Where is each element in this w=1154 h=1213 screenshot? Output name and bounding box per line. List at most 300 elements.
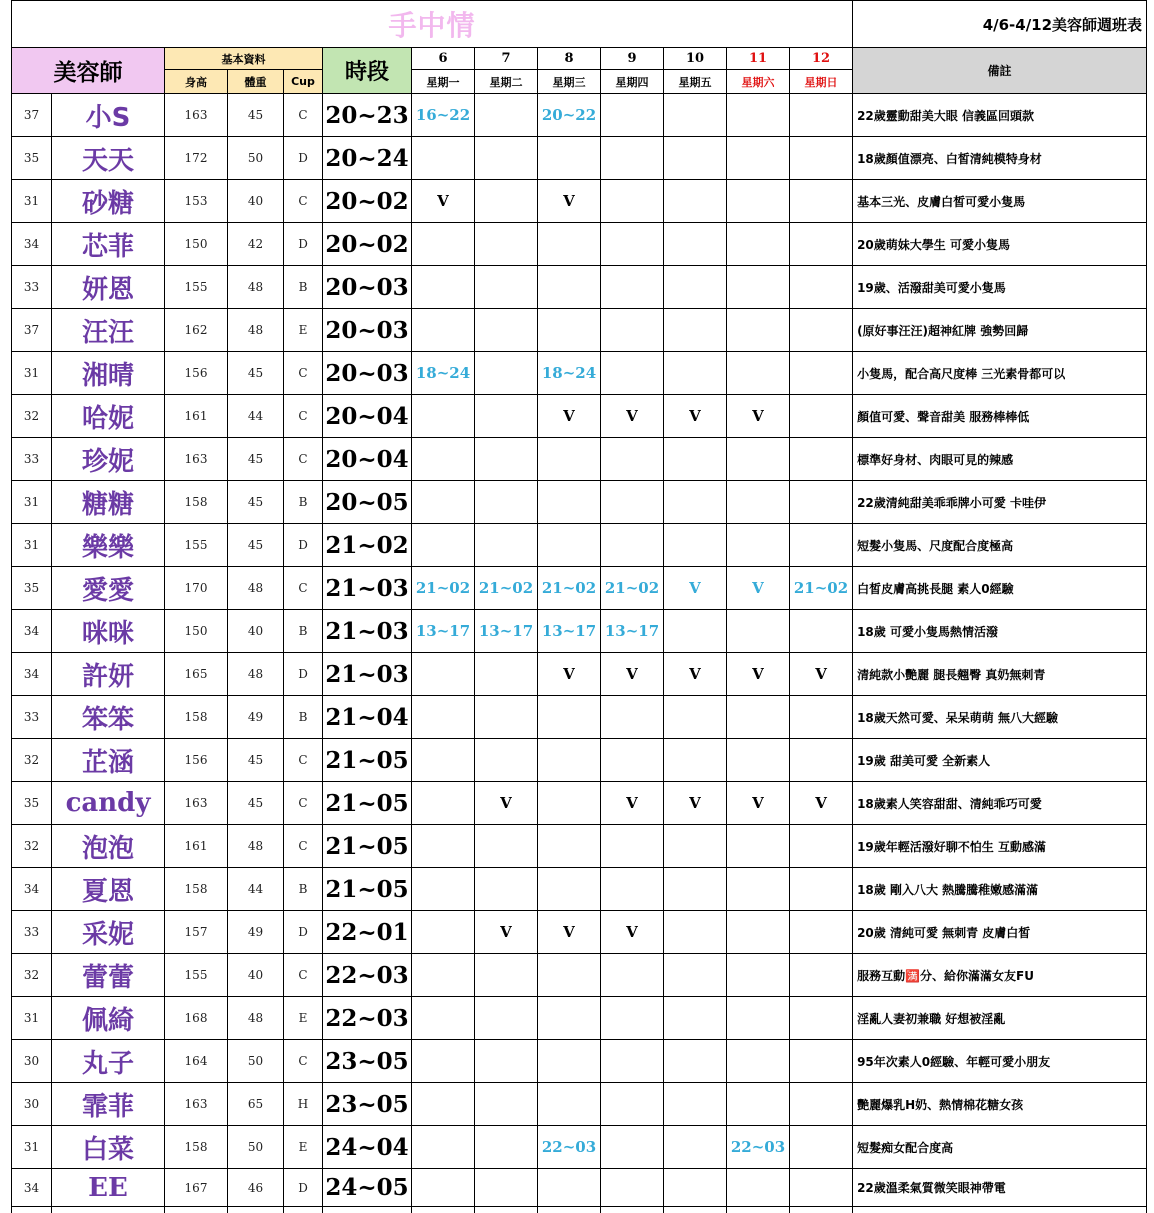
day-shift-cell	[790, 1126, 853, 1169]
day-shift-cell	[475, 1169, 538, 1207]
cup-cell: B	[284, 696, 323, 739]
table-row	[12, 696, 1147, 739]
cup-cell: H	[284, 1083, 323, 1126]
week-range-label: 4/6-4/12美容師週班表	[853, 1, 1147, 48]
day-shift-cell	[727, 868, 790, 911]
cup-cell: C	[284, 825, 323, 868]
day-shift-cell: 18~24	[412, 352, 475, 395]
day-shift-cell	[601, 696, 664, 739]
day-shift-cell: V	[790, 653, 853, 696]
beautician-name: 珍妮	[52, 438, 165, 481]
weight-cell: 48	[228, 567, 284, 610]
cup-cell: E	[284, 309, 323, 352]
weekday-header: 星期一	[412, 70, 475, 94]
basic-info-header: 基本資料	[165, 48, 323, 70]
row-number: 31	[12, 524, 52, 567]
beautician-name: 采妮	[52, 911, 165, 954]
height-cell: 170	[165, 567, 228, 610]
day-shift-cell	[727, 739, 790, 782]
day-shift-cell	[475, 438, 538, 481]
cup-cell: D	[284, 137, 323, 180]
day-shift-cell	[475, 309, 538, 352]
day-shift-cell	[412, 266, 475, 309]
page-title: 手中情	[12, 1, 853, 48]
day-shift-cell	[790, 911, 853, 954]
empty-cell	[475, 1207, 538, 1213]
table-row	[12, 438, 1147, 481]
day-shift-cell: V	[538, 395, 601, 438]
note-cell: 19歲、活潑甜美可愛小隻馬	[853, 266, 1147, 309]
row-number: 34	[12, 223, 52, 266]
day-shift-cell	[790, 868, 853, 911]
date-header: 7	[475, 48, 538, 70]
day-shift-cell	[790, 481, 853, 524]
empty-cell	[853, 1207, 1147, 1213]
day-shift-cell: 13~17	[412, 610, 475, 653]
table-row	[12, 653, 1147, 696]
weight-cell: 49	[228, 911, 284, 954]
weight-cell: 45	[228, 352, 284, 395]
day-shift-cell: V	[601, 911, 664, 954]
empty-cell	[790, 1207, 853, 1213]
table-row	[12, 395, 1147, 438]
day-shift-cell	[538, 825, 601, 868]
note-cell: 22歲靈動甜美大眼 信義區回頭款	[853, 94, 1147, 137]
row-number: 34	[12, 1169, 52, 1207]
table-row	[12, 309, 1147, 352]
row-number: 34	[12, 610, 52, 653]
weekday-header: 星期日	[790, 70, 853, 94]
table-row	[12, 954, 1147, 997]
day-shift-cell	[727, 911, 790, 954]
day-shift-cell	[664, 94, 727, 137]
day-shift-cell	[664, 911, 727, 954]
beautician-header: 美容師	[12, 48, 165, 94]
cup-cell: C	[284, 739, 323, 782]
day-shift-cell	[727, 954, 790, 997]
row-number: 30	[12, 1040, 52, 1083]
day-shift-cell	[727, 309, 790, 352]
day-shift-cell	[538, 954, 601, 997]
row-number: 32	[12, 739, 52, 782]
date-header: 12	[790, 48, 853, 70]
day-shift-cell	[664, 739, 727, 782]
day-shift-cell	[538, 309, 601, 352]
day-shift-cell	[727, 1083, 790, 1126]
row-number: 31	[12, 180, 52, 223]
day-shift-cell: 21~02	[790, 567, 853, 610]
cup-cell: C	[284, 438, 323, 481]
day-shift-cell	[601, 739, 664, 782]
day-shift-cell	[664, 180, 727, 223]
day-shift-cell	[475, 481, 538, 524]
beautician-name: 丸子	[52, 1040, 165, 1083]
day-shift-cell	[412, 911, 475, 954]
empty-cell	[52, 1207, 165, 1213]
day-shift-cell	[790, 739, 853, 782]
table-row	[12, 180, 1147, 223]
cup-cell: C	[284, 94, 323, 137]
weight-cell: 48	[228, 997, 284, 1040]
day-shift-cell	[664, 481, 727, 524]
day-shift-cell	[412, 696, 475, 739]
time-slot-cell: 20~02	[323, 180, 412, 223]
row-number: 33	[12, 266, 52, 309]
day-shift-cell	[664, 1169, 727, 1207]
height-cell: 155	[165, 266, 228, 309]
time-slot-cell: 24~04	[323, 1126, 412, 1169]
note-cell: 22歲清純甜美乖乖牌小可愛 卡哇伊	[853, 481, 1147, 524]
title-row	[12, 1, 1147, 48]
time-slot-cell: 22~03	[323, 954, 412, 997]
time-slot-header: 時段	[323, 48, 412, 94]
time-slot-cell: 21~03	[323, 610, 412, 653]
day-shift-cell	[727, 610, 790, 653]
day-shift-cell	[601, 137, 664, 180]
row-number: 31	[12, 352, 52, 395]
day-shift-cell	[412, 1040, 475, 1083]
height-cell: 156	[165, 352, 228, 395]
day-shift-cell	[601, 1083, 664, 1126]
weight-cell: 45	[228, 739, 284, 782]
row-number: 33	[12, 438, 52, 481]
day-shift-cell	[601, 481, 664, 524]
day-shift-cell	[412, 868, 475, 911]
row-number: 30	[12, 1083, 52, 1126]
day-shift-cell: V	[601, 395, 664, 438]
row-number: 37	[12, 309, 52, 352]
table-row-tail	[12, 1207, 1147, 1213]
height-cell: 157	[165, 911, 228, 954]
header-row-1	[12, 48, 1147, 70]
beautician-name: 泡泡	[52, 825, 165, 868]
day-shift-cell: V	[601, 653, 664, 696]
table-row	[12, 825, 1147, 868]
row-number: 35	[12, 782, 52, 825]
day-shift-cell: 22~03	[727, 1126, 790, 1169]
note-cell: 短髮痴女配合度高	[853, 1126, 1147, 1169]
day-shift-cell: 21~02	[601, 567, 664, 610]
day-shift-cell	[664, 825, 727, 868]
day-shift-cell	[538, 1169, 601, 1207]
height-cell: 156	[165, 739, 228, 782]
empty-cell	[284, 1207, 323, 1213]
day-shift-cell	[727, 94, 790, 137]
day-shift-cell	[601, 223, 664, 266]
height-cell: 165	[165, 653, 228, 696]
time-slot-cell: 21~02	[323, 524, 412, 567]
time-slot-cell: 20~04	[323, 395, 412, 438]
day-shift-cell	[601, 352, 664, 395]
empty-cell	[601, 1207, 664, 1213]
cup-cell: C	[284, 954, 323, 997]
row-number: 34	[12, 653, 52, 696]
weight-cell: 48	[228, 266, 284, 309]
day-shift-cell	[664, 954, 727, 997]
height-cell: 161	[165, 395, 228, 438]
table-row	[12, 739, 1147, 782]
row-number: 32	[12, 825, 52, 868]
cup-header: Cup	[284, 70, 323, 94]
weight-cell: 50	[228, 137, 284, 180]
day-shift-cell	[727, 997, 790, 1040]
note-cell: 20歲 清純可愛 無刺青 皮膚白皙	[853, 911, 1147, 954]
note-cell: 18歲 剛入八大 熱騰騰稚嫩感滿滿	[853, 868, 1147, 911]
day-shift-cell	[790, 1169, 853, 1207]
day-shift-cell	[538, 997, 601, 1040]
day-shift-cell	[475, 395, 538, 438]
height-cell: 162	[165, 309, 228, 352]
day-shift-cell	[412, 739, 475, 782]
cup-cell: C	[284, 782, 323, 825]
note-cell: 短髮小隻馬、尺度配合度極高	[853, 524, 1147, 567]
note-cell: 18歲顏值漂亮、白皙清純模特身材	[853, 137, 1147, 180]
day-shift-cell	[538, 481, 601, 524]
table-row	[12, 481, 1147, 524]
day-shift-cell	[601, 1126, 664, 1169]
cup-cell: D	[284, 524, 323, 567]
table-row	[12, 137, 1147, 180]
day-shift-cell	[727, 696, 790, 739]
table-row	[12, 1169, 1147, 1207]
beautician-name: 小S	[52, 94, 165, 137]
date-header: 10	[664, 48, 727, 70]
row-number: 35	[12, 137, 52, 180]
day-shift-cell	[727, 438, 790, 481]
beautician-name: 汪汪	[52, 309, 165, 352]
note-cell: 20歲萌妹大學生 可愛小隻馬	[853, 223, 1147, 266]
day-shift-cell	[664, 352, 727, 395]
cup-cell: C	[284, 180, 323, 223]
date-header: 11	[727, 48, 790, 70]
cup-cell: B	[284, 266, 323, 309]
cup-cell: C	[284, 567, 323, 610]
beautician-name: 妍恩	[52, 266, 165, 309]
cup-cell: D	[284, 653, 323, 696]
beautician-name: 天天	[52, 137, 165, 180]
day-shift-cell: V	[601, 782, 664, 825]
time-slot-cell: 21~05	[323, 868, 412, 911]
note-cell: 18歲天然可愛、呆呆萌萌 無八大經驗	[853, 696, 1147, 739]
cup-cell: D	[284, 1169, 323, 1207]
day-shift-cell	[475, 94, 538, 137]
row-number: 33	[12, 696, 52, 739]
beautician-name: candy	[52, 782, 165, 825]
day-shift-cell	[664, 223, 727, 266]
day-shift-cell	[412, 825, 475, 868]
table-row	[12, 94, 1147, 137]
day-shift-cell	[475, 1126, 538, 1169]
day-shift-cell: 20~22	[538, 94, 601, 137]
beautician-name: 愛愛	[52, 567, 165, 610]
date-header: 6	[412, 48, 475, 70]
day-shift-cell: 13~17	[475, 610, 538, 653]
time-slot-cell: 21~05	[323, 782, 412, 825]
day-shift-cell	[475, 653, 538, 696]
beautician-name: 咪咪	[52, 610, 165, 653]
table-row	[12, 223, 1147, 266]
day-shift-cell	[475, 954, 538, 997]
table-row	[12, 610, 1147, 653]
time-slot-cell: 21~04	[323, 696, 412, 739]
day-shift-cell	[538, 1040, 601, 1083]
cup-cell: D	[284, 911, 323, 954]
day-shift-cell: 21~02	[475, 567, 538, 610]
time-slot-cell: 21~03	[323, 653, 412, 696]
day-shift-cell	[727, 137, 790, 180]
note-header: 備註	[853, 48, 1147, 94]
time-slot-cell: 21~05	[323, 739, 412, 782]
day-shift-cell	[538, 1083, 601, 1126]
day-shift-cell	[790, 696, 853, 739]
height-cell: 163	[165, 782, 228, 825]
day-shift-cell: V	[664, 395, 727, 438]
note-cell: (原好事汪汪)超神紅牌 強勢回歸	[853, 309, 1147, 352]
note-cell: 服務互動🈵分、給你滿滿女友FU	[853, 954, 1147, 997]
note-cell: 白皙皮膚高挑長腿 素人0經驗	[853, 567, 1147, 610]
day-shift-cell: V	[538, 180, 601, 223]
time-slot-cell: 24~05	[323, 1169, 412, 1207]
day-shift-cell: V	[538, 911, 601, 954]
day-shift-cell	[790, 997, 853, 1040]
day-shift-cell	[727, 1040, 790, 1083]
height-cell: 155	[165, 524, 228, 567]
note-cell: 基本三光、皮膚白皙可愛小隻馬	[853, 180, 1147, 223]
empty-cell	[727, 1207, 790, 1213]
cup-cell: B	[284, 481, 323, 524]
table-row	[12, 782, 1147, 825]
day-shift-cell	[412, 481, 475, 524]
day-shift-cell	[727, 180, 790, 223]
weight-cell: 45	[228, 438, 284, 481]
day-shift-cell	[412, 524, 475, 567]
beautician-name: 湘晴	[52, 352, 165, 395]
weight-cell: 45	[228, 481, 284, 524]
weight-cell: 50	[228, 1040, 284, 1083]
day-shift-cell: V	[790, 782, 853, 825]
day-shift-cell	[412, 309, 475, 352]
empty-cell	[538, 1207, 601, 1213]
height-cell: 158	[165, 868, 228, 911]
table-row	[12, 1083, 1147, 1126]
day-shift-cell	[538, 696, 601, 739]
row-number: 33	[12, 911, 52, 954]
day-shift-cell: 13~17	[601, 610, 664, 653]
height-cell: 155	[165, 954, 228, 997]
table-row	[12, 266, 1147, 309]
day-shift-cell	[601, 1169, 664, 1207]
day-shift-cell	[790, 180, 853, 223]
weight-cell: 65	[228, 1083, 284, 1126]
day-shift-cell	[727, 1169, 790, 1207]
day-shift-cell	[601, 94, 664, 137]
row-number: 31	[12, 997, 52, 1040]
time-slot-cell: 20~23	[323, 94, 412, 137]
note-cell: 19歲年輕活潑好聊不怕生 互動感滿	[853, 825, 1147, 868]
table-row	[12, 911, 1147, 954]
day-shift-cell: 22~03	[538, 1126, 601, 1169]
day-shift-cell	[475, 1083, 538, 1126]
weight-cell: 48	[228, 825, 284, 868]
height-cell: 168	[165, 997, 228, 1040]
beautician-name: 樂樂	[52, 524, 165, 567]
note-cell: 95年次素人0經驗、年輕可愛小朋友	[853, 1040, 1147, 1083]
day-shift-cell	[664, 868, 727, 911]
note-cell: 18歲 可愛小隻馬熱情活潑	[853, 610, 1147, 653]
day-shift-cell	[727, 352, 790, 395]
day-shift-cell	[727, 524, 790, 567]
weight-cell: 50	[228, 1126, 284, 1169]
day-shift-cell	[790, 610, 853, 653]
beautician-name: 許妍	[52, 653, 165, 696]
height-cell: 161	[165, 825, 228, 868]
day-shift-cell	[538, 739, 601, 782]
weight-cell: 45	[228, 782, 284, 825]
day-shift-cell	[790, 309, 853, 352]
day-shift-cell	[601, 868, 664, 911]
empty-cell	[412, 1207, 475, 1213]
day-shift-cell	[790, 223, 853, 266]
height-cell: 167	[165, 1169, 228, 1207]
weekday-header: 星期四	[601, 70, 664, 94]
day-shift-cell	[664, 266, 727, 309]
row-number: 32	[12, 954, 52, 997]
time-slot-cell: 20~03	[323, 266, 412, 309]
day-shift-cell	[475, 524, 538, 567]
day-shift-cell	[475, 997, 538, 1040]
day-shift-cell	[538, 782, 601, 825]
time-slot-cell: 20~02	[323, 223, 412, 266]
day-shift-cell	[412, 137, 475, 180]
weight-cell: 42	[228, 223, 284, 266]
note-cell: 清純款小艷麗 腿長翹臀 真奶無刺青	[853, 653, 1147, 696]
day-shift-cell: 21~02	[412, 567, 475, 610]
date-header: 8	[538, 48, 601, 70]
height-cell: 158	[165, 1126, 228, 1169]
height-cell: 153	[165, 180, 228, 223]
day-shift-cell	[412, 1169, 475, 1207]
time-slot-cell: 20~04	[323, 438, 412, 481]
beautician-name: 哈妮	[52, 395, 165, 438]
row-number: 32	[12, 395, 52, 438]
row-number: 34	[12, 868, 52, 911]
day-shift-cell: V	[664, 567, 727, 610]
table-row	[12, 352, 1147, 395]
day-shift-cell: 21~02	[538, 567, 601, 610]
day-shift-cell	[727, 825, 790, 868]
weight-cell: 44	[228, 868, 284, 911]
row-number: 31	[12, 1126, 52, 1169]
time-slot-cell: 21~05	[323, 825, 412, 868]
day-shift-cell	[790, 1083, 853, 1126]
day-shift-cell: V	[664, 782, 727, 825]
table-row	[12, 997, 1147, 1040]
weight-header: 體重	[228, 70, 284, 94]
row-number: 37	[12, 94, 52, 137]
day-shift-cell	[601, 524, 664, 567]
weight-cell: 46	[228, 1169, 284, 1207]
day-shift-cell	[412, 997, 475, 1040]
day-shift-cell	[790, 1040, 853, 1083]
day-shift-cell	[664, 696, 727, 739]
height-cell: 163	[165, 94, 228, 137]
table-row	[12, 1126, 1147, 1169]
day-shift-cell	[538, 868, 601, 911]
weight-cell: 44	[228, 395, 284, 438]
day-shift-cell	[664, 524, 727, 567]
day-shift-cell	[538, 223, 601, 266]
day-shift-cell	[664, 1040, 727, 1083]
